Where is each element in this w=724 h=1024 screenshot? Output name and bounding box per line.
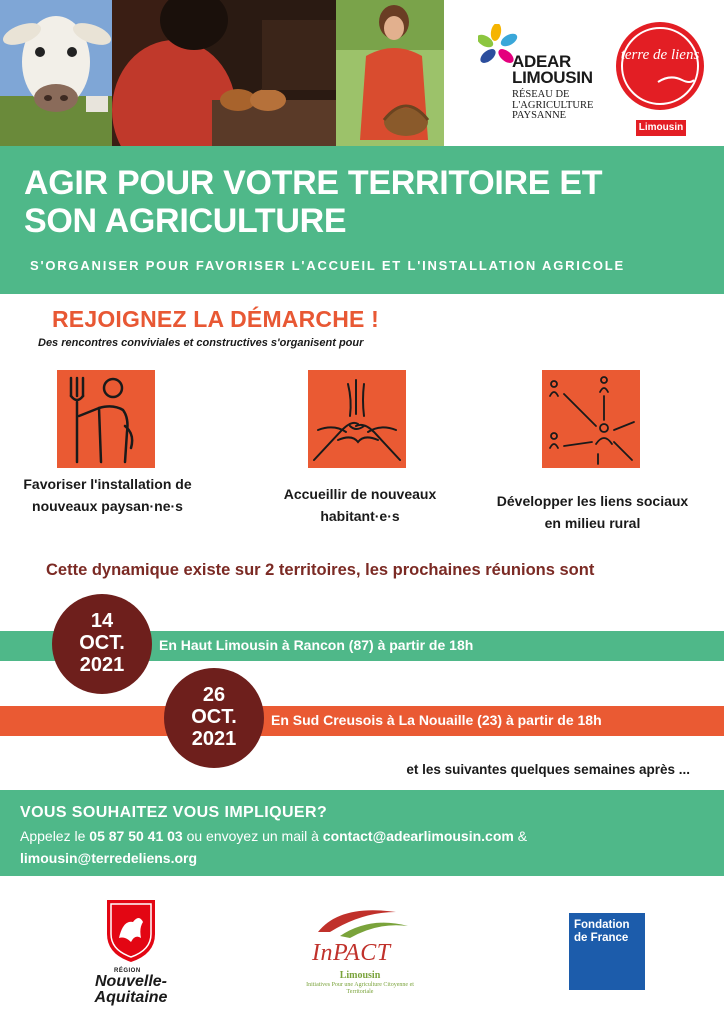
- email-link-adear[interactable]: contact@adearlimousin.com: [322, 828, 514, 844]
- farmer-icon: [57, 370, 155, 468]
- date-badge-la-nouaille: [164, 668, 264, 768]
- region-nouvelle-aquitaine-logo: [86, 898, 176, 1010]
- terre-de-liens-region: Limousin: [636, 120, 686, 136]
- goal-label-installation: Favoriser l'installation de nouveaux paysan·ne·s: [23, 476, 192, 514]
- inpact-region: Limousin: [339, 970, 381, 981]
- contact-ampersand: &: [517, 828, 528, 844]
- cow-photo: [0, 0, 112, 146]
- date-month: OCT.: [191, 706, 237, 728]
- adear-subtitle: RÉSEAU DE L'AGRICULTURE PAYSANNE: [512, 89, 594, 121]
- join-description: Des rencontres conviviales et constructives s'organisent pour: [38, 337, 364, 349]
- goal-label-social-links: Développer les liens sociaux en milieu rural: [496, 493, 689, 531]
- inpact-swoosh-icon: [300, 902, 420, 942]
- meetings-intro: Cette dynamique existe sur 2 territoires, les prochaines réunions sont: [46, 561, 595, 579]
- terre-de-liens-name: terre de liens: [620, 47, 700, 63]
- adear-limousin-logo: [478, 24, 608, 124]
- inpact-logo: [300, 902, 420, 1006]
- network-icon: [542, 370, 640, 468]
- date-day: 26: [202, 684, 226, 706]
- contact-line: [20, 828, 527, 844]
- fondation-de-france-name: Fondation de France: [574, 919, 630, 944]
- hand-icon: [656, 74, 696, 90]
- meeting-text-rancon: En Haut Limousin à Rancon (87) à partir de 18h: [159, 637, 474, 653]
- date-year: 2021: [79, 654, 125, 676]
- date-badge-rancon: [52, 594, 152, 694]
- goal-label-residents: Accueillir de nouveaux habitant·e·s: [283, 486, 437, 524]
- meeting-text-la-nouaille: En Sud Creusois à La Nouaille (23) à partir de 18h: [271, 712, 602, 728]
- inpact-name: InPACT: [312, 940, 391, 966]
- page-title: AGIR POUR VOTRE TERRITOIRE ET SON AGRICULTURE: [24, 164, 603, 240]
- header-band: [0, 146, 724, 294]
- fondation-de-france-logo: [569, 913, 645, 990]
- region-label: RÉGION: [114, 968, 141, 974]
- farmer-woman-photo: [336, 0, 444, 146]
- date-day: 14: [90, 610, 114, 632]
- contact-band: [0, 790, 724, 876]
- meeting-band-la-nouaille: [0, 706, 724, 736]
- page-subtitle: S'ORGANISER POUR FAVORISER L'ACCUEIL ET L'INSTALLATION AGRICOLE: [30, 258, 626, 273]
- meetings-followup: et les suivantes quelques semaines après ...: [406, 762, 690, 777]
- contact-middle: ou envoyez un mail à: [186, 828, 319, 844]
- join-title: REJOIGNEZ LA DÉMARCHE !: [52, 306, 380, 332]
- region-name: Nouvelle-Aquitaine: [94, 973, 168, 1006]
- lion-shield-icon: [105, 898, 157, 964]
- contact-title: VOUS SOUHAITEZ VOUS IMPLIQUER?: [20, 804, 328, 821]
- date-year: 2021: [191, 728, 237, 750]
- joined-hands-icon: [308, 370, 406, 468]
- adear-name: ADEAR LIMOUSIN: [512, 52, 593, 87]
- date-month: OCT.: [79, 632, 125, 654]
- contact-prefix: Appelez le: [20, 828, 86, 844]
- terre-de-liens-badge: [616, 22, 704, 110]
- email-link-terre-de-liens[interactable]: limousin@terredeliens.org: [20, 850, 198, 866]
- phone-number[interactable]: 05 87 50 41 03: [89, 828, 183, 844]
- inpact-subtitle: Initiatives Pour une Agriculture Citoyenne et Territoriale: [306, 982, 414, 995]
- terre-de-liens-logo: [614, 22, 706, 142]
- bread-oven-photo: [112, 0, 336, 146]
